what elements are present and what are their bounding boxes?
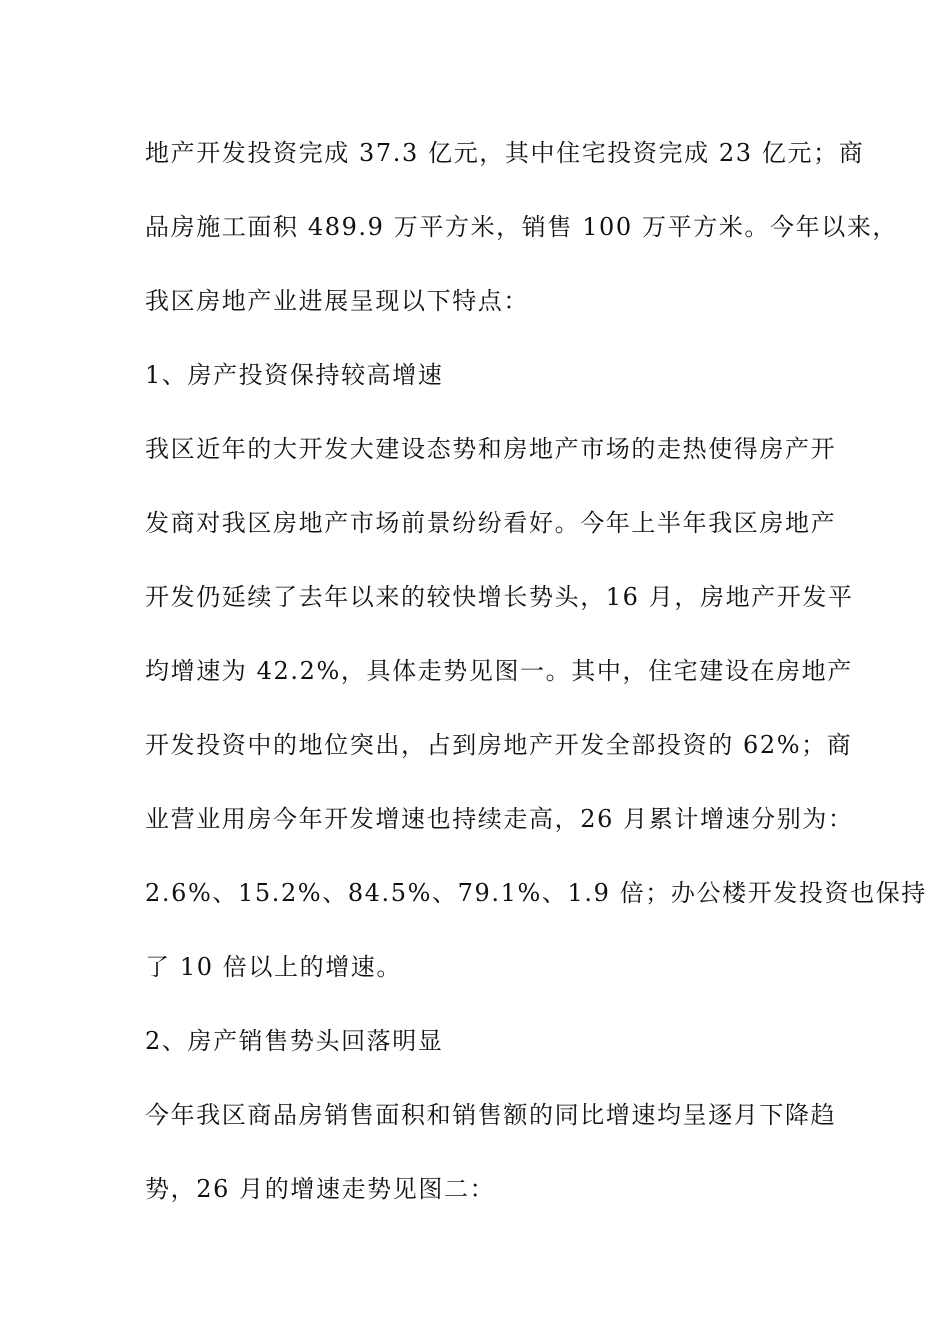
section-heading: 2、房产销售势头回落明显 bbox=[145, 1027, 444, 1055]
paragraph-line: 势，26 月的增速走势见图二： bbox=[145, 1175, 496, 1203]
paragraph-line: 2.6%、15.2%、84.5%、79.1%、1.9 倍；办公楼开发投资也保持 bbox=[145, 879, 927, 907]
document-body bbox=[145, 128, 927, 1238]
section-heading: 1、房产投资保持较高增速 bbox=[145, 361, 444, 389]
paragraph-line: 品房施工面积 489.9 万平方米，销售 100 万平方米。今年以来， bbox=[145, 213, 899, 241]
paragraph-line: 了 10 倍以上的增速。 bbox=[145, 953, 402, 981]
paragraph-line: 我区房地产业进展呈现以下特点： bbox=[145, 287, 529, 315]
paragraph-line: 开发投资中的地位突出，占到房地产开发全部投资的 62%；商 bbox=[145, 731, 853, 759]
paragraph-line: 发商对我区房地产市场前景纷纷看好。今年上半年我区房地产 bbox=[145, 509, 837, 537]
paragraph-line: 开发仍延续了去年以来的较快增长势头，16 月，房地产开发平 bbox=[145, 583, 854, 611]
paragraph-line: 均增速为 42.2%，具体走势见图一。其中，住宅建设在房地产 bbox=[145, 657, 853, 685]
paragraph-line: 我区近年的大开发大建设态势和房地产市场的走热使得房产开 bbox=[145, 435, 837, 463]
paragraph-line: 业营业用房今年开发增速也持续走高，26 月累计增速分别为： bbox=[145, 805, 854, 833]
paragraph-line: 地产开发投资完成 37.3 亿元，其中住宅投资完成 23 亿元；商 bbox=[145, 139, 865, 167]
paragraph-line: 今年我区商品房销售面积和销售额的同比增速均呈逐月下降趋 bbox=[145, 1101, 837, 1129]
